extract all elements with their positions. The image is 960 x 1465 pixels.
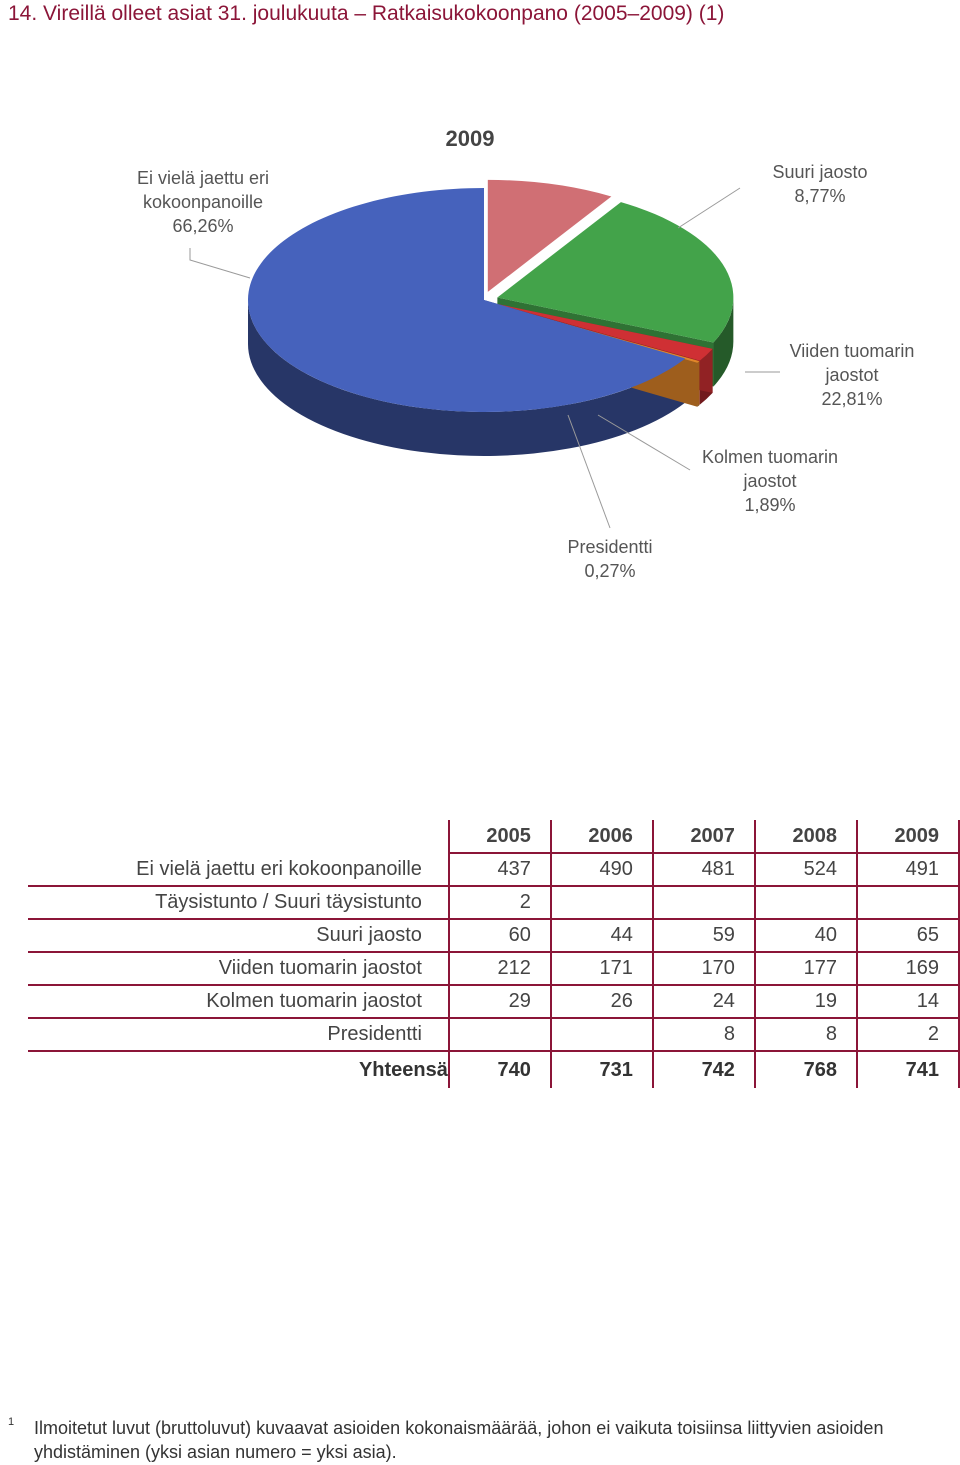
table-cell: 60 [449,919,551,952]
table-cell: 212 [449,952,551,985]
footnote-marker: 1 [8,1416,15,1428]
slice-label-line: jaostot [825,365,879,385]
table-row [28,919,959,952]
table-row [28,985,959,1018]
pie-chart [0,110,960,590]
page-title: 14. Vireillä olleet asiat 31. joulukuuta – Ratkaisukokoonpano (2005–2009) (1) [8,2,725,25]
slice-label-line: Suuri jaosto [772,162,868,182]
table-cell: 524 [755,853,857,886]
table-cell [551,886,653,919]
total-cell: 731 [551,1051,653,1088]
table-cell: 59 [653,919,755,952]
slice-label-unassigned [108,166,298,238]
column-header: 2005 [449,820,551,853]
footnote [8,1416,958,1464]
table-cell: 171 [551,952,653,985]
slice-label-line: Viiden tuomarin [789,341,915,361]
table-cell: 8 [755,1018,857,1051]
slice-label-grand-chamber [740,160,900,208]
table-cell: 481 [653,853,755,886]
row-label: Suuri jaosto [28,919,449,952]
table-cell: 177 [755,952,857,985]
table-row [28,1018,959,1051]
table-cell: 437 [449,853,551,886]
table-cell: 40 [755,919,857,952]
column-header: 2009 [857,820,959,853]
table-cell [653,886,755,919]
row-label: Täysistunto / Suuri täysistunto [28,886,449,919]
table-header-empty [28,820,449,853]
total-cell: 740 [449,1051,551,1088]
row-label: Viiden tuomarin jaostot [28,952,449,985]
table-cell: 19 [755,985,857,1018]
total-cell: 741 [857,1051,959,1088]
column-header: 2006 [551,820,653,853]
slice-label-three-judge [690,445,850,517]
slice-label-line: Ei vielä jaettu eri [136,168,270,188]
slice-value-label: 1,89% [744,495,796,515]
leader-line [678,188,740,228]
data-table [28,820,960,1088]
slice-value-label: 0,27% [584,561,636,581]
slice-value-label: 8,77% [794,186,846,206]
table-cell: 14 [857,985,959,1018]
table-cell [449,1018,551,1051]
table-cell [857,886,959,919]
table-row [28,952,959,985]
column-header: 2008 [755,820,857,853]
table-cell: 24 [653,985,755,1018]
table-cell: 8 [653,1018,755,1051]
table-cell: 44 [551,919,653,952]
total-cell: 742 [653,1051,755,1088]
row-label: Ei vielä jaettu eri kokoonpanoille [28,853,449,886]
table-total-row [28,1051,959,1088]
slice-label-line: jaostot [743,471,797,491]
table-cell: 29 [449,985,551,1018]
leader-line [190,248,250,278]
total-cell: 768 [755,1051,857,1088]
table-cell: 26 [551,985,653,1018]
footnote-text: Ilmoitetut luvut (bruttoluvut) kuvaavat asioiden kokonaismäärää, johon ei vaikuta toisiinsa liittyvien asioiden yhdistäminen (yksi asian numero = yksi asia). [34,1418,884,1462]
table-cell: 169 [857,952,959,985]
table-cell: 491 [857,853,959,886]
slice-value-label: 66,26% [172,216,234,236]
table-cell: 2 [449,886,551,919]
table-row [28,886,959,919]
row-label: Presidentti [28,1018,449,1051]
table-cell [551,1018,653,1051]
slice-label-line: kokoonpanoille [142,192,264,212]
slice-label-line: Presidentti [567,537,653,557]
table-cell: 490 [551,853,653,886]
pie-chart-title: 2009 [445,126,495,151]
slice-label-president [540,535,680,583]
table-cell [755,886,857,919]
total-label: Yhteensä [28,1051,449,1088]
slice-label-five-judge [772,339,932,411]
table-header-row [28,820,959,853]
slice-label-line: Kolmen tuomarin [701,447,839,467]
table-row [28,853,959,886]
table-cell: 2 [857,1018,959,1051]
row-label: Kolmen tuomarin jaostot [28,985,449,1018]
table-cell: 170 [653,952,755,985]
table-cell: 65 [857,919,959,952]
slice-value-label: 22,81% [821,389,883,409]
column-header: 2007 [653,820,755,853]
